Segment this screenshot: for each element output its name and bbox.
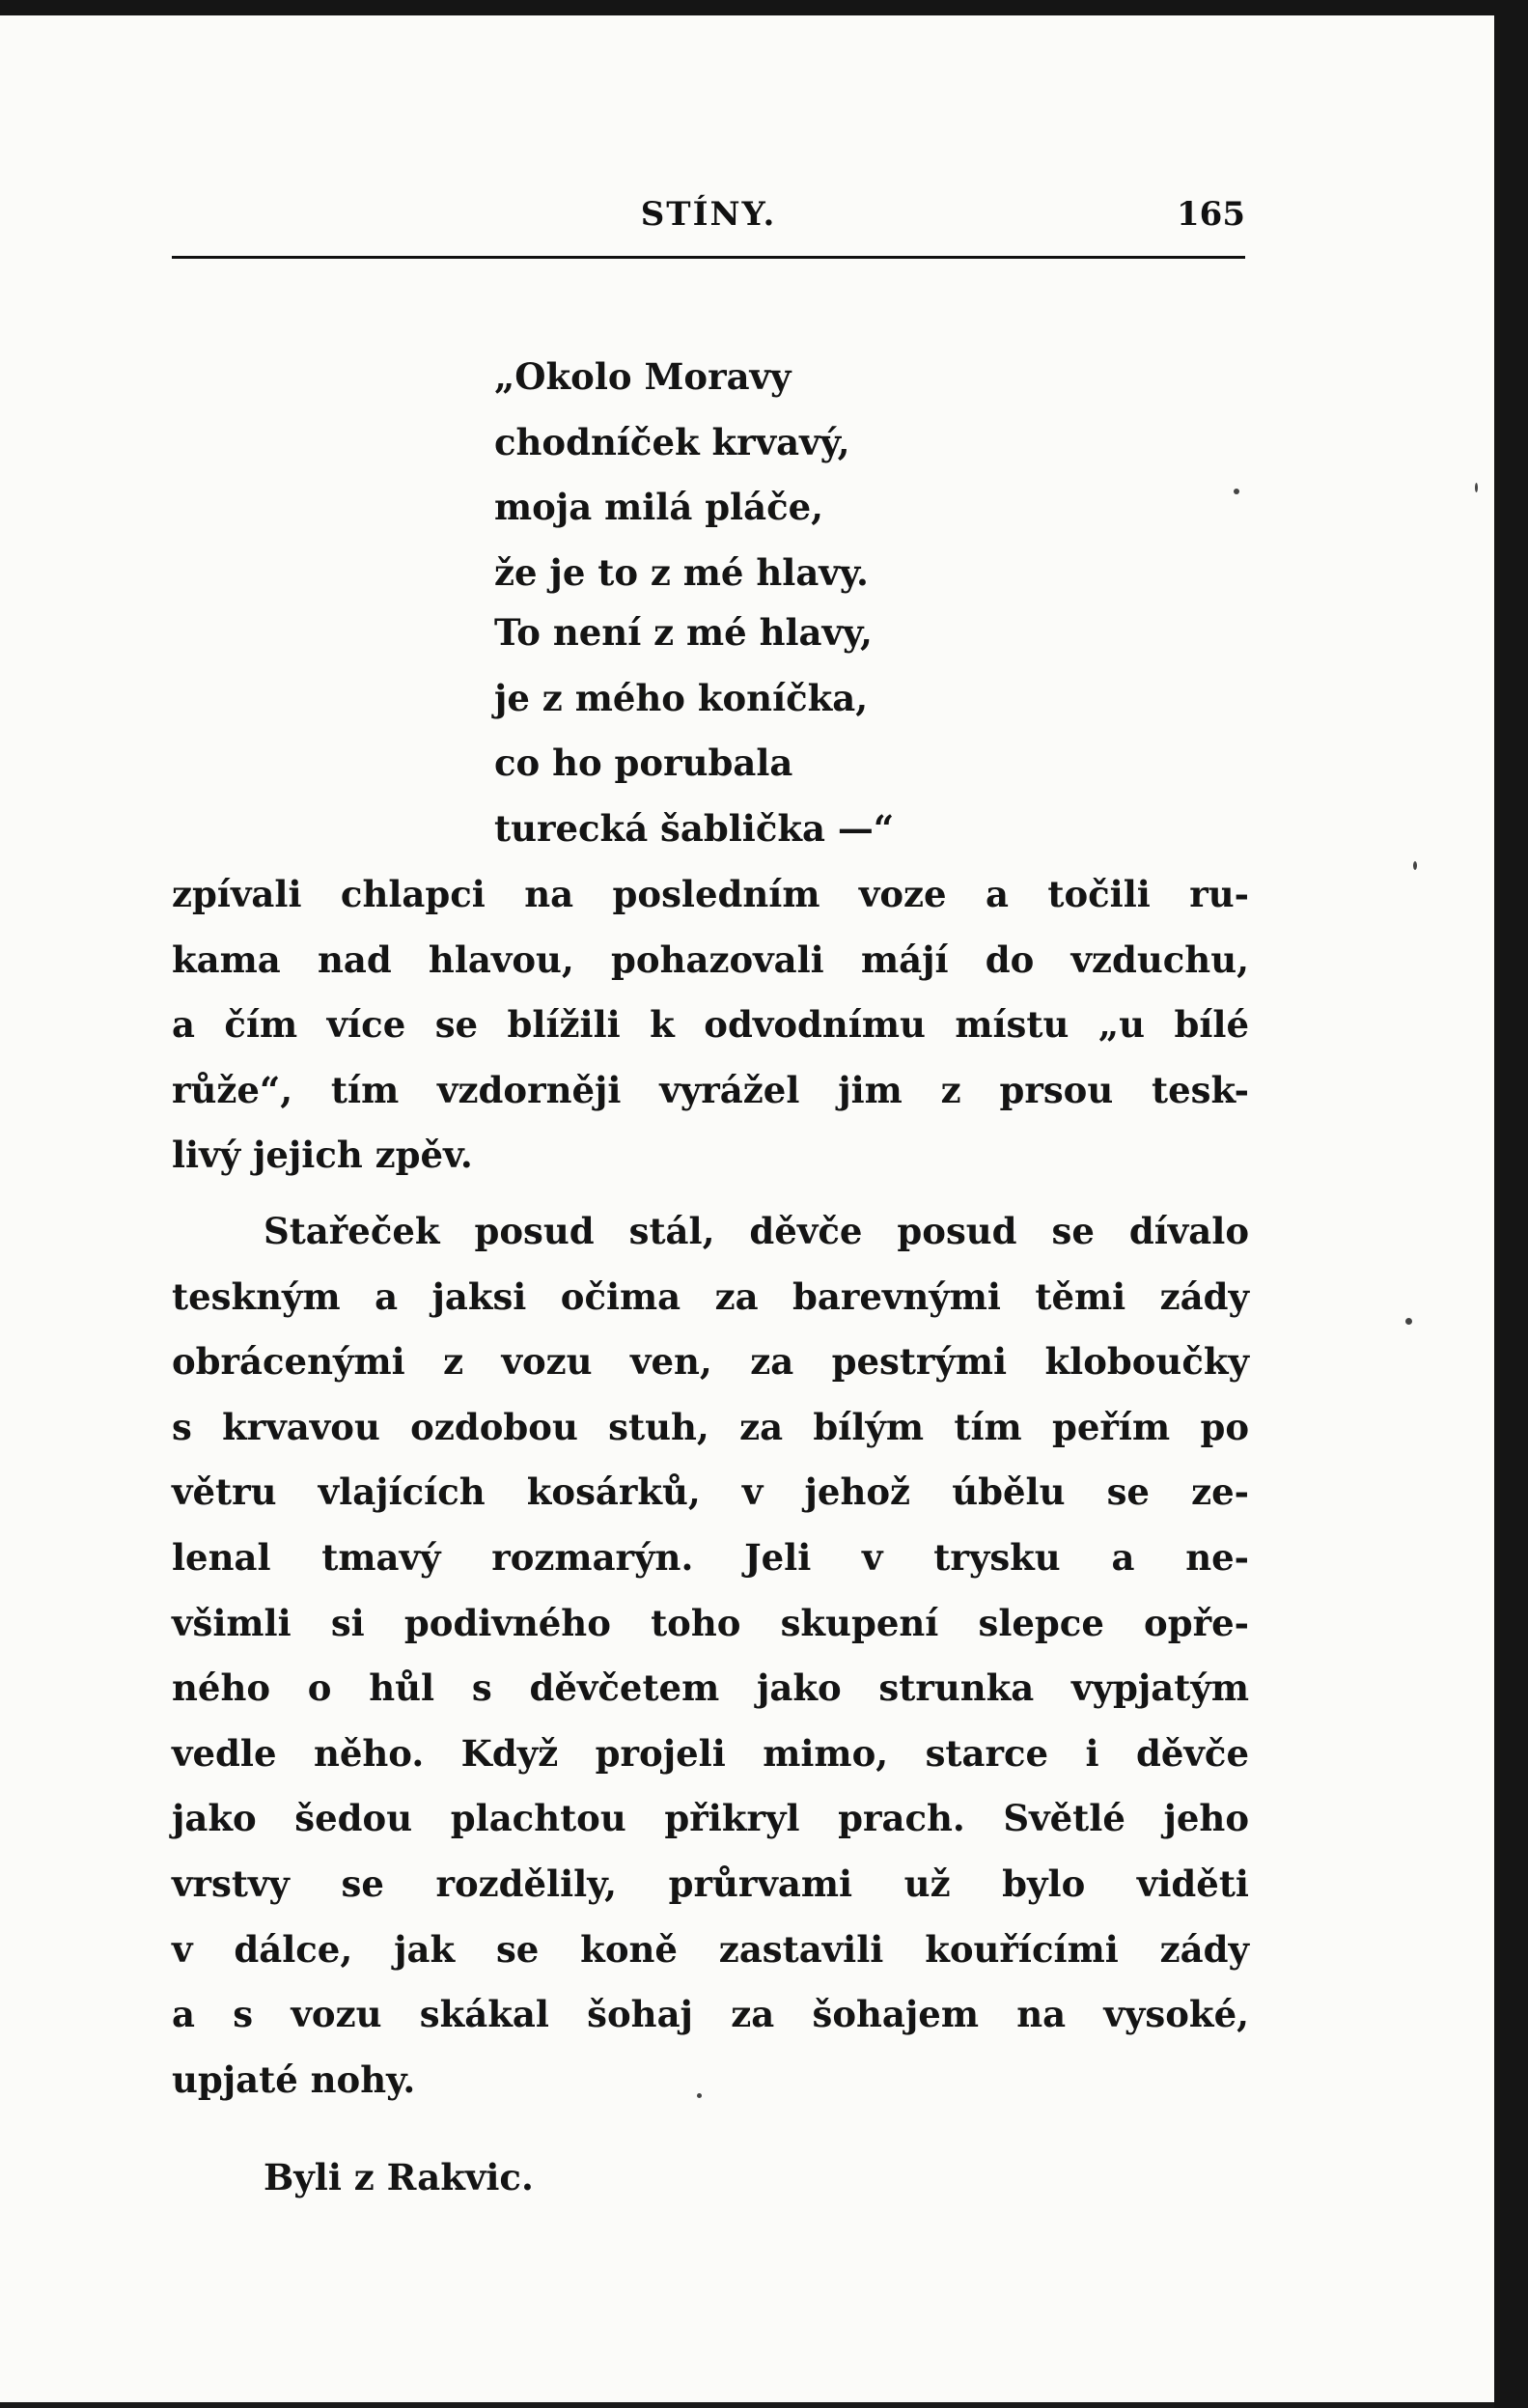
text-line: v dálce, jak se koně zastavili kouřícími zády — [172, 1927, 1249, 1971]
text-line: teskným a jaksi očima za barevnými těmi zády — [172, 1274, 1249, 1318]
page-number: 165 — [1177, 195, 1245, 234]
text-line: Byli z Rakvic. — [264, 2156, 534, 2198]
text-line: upjaté nohy. — [172, 2058, 416, 2101]
text-line: lenal tmavý rozmarýn. Jeli v trysku a ne- — [172, 1535, 1249, 1579]
verse-line: moja milá pláče, — [494, 486, 824, 528]
paragraph-3 — [172, 2145, 1249, 2211]
verse-stanza-1 — [494, 345, 1035, 605]
scan-speck — [697, 2093, 702, 2098]
paragraph-1 — [172, 862, 1249, 1189]
text-line: Stařeček posud stál, děvče posud se dívalo — [264, 1210, 1249, 1252]
scan-edge-top — [0, 0, 1528, 15]
text-line: kama nad hlavou, pohazovali májí do vzduchu, — [172, 938, 1249, 981]
verse-line: co ho porubala — [494, 742, 793, 784]
verse-line: je z mého koníčka, — [494, 676, 869, 719]
text-line: všimli si podivného toho skupení slepce opře- — [172, 1601, 1249, 1644]
verse-line: že je to z mé hlavy. — [494, 550, 869, 594]
text-line: s krvavou ozdobou stuh, za bílým tím peřím po — [172, 1405, 1249, 1448]
scan-speck — [1475, 483, 1478, 492]
page-header — [172, 195, 1245, 243]
header-rule — [172, 256, 1245, 259]
running-head: STÍNY. — [640, 195, 777, 234]
text-line: větru vlajících kosárků, v jehož úbělu se ze- — [172, 1470, 1249, 1514]
verse-line: „Okolo Moravy — [494, 355, 792, 398]
scan-speck — [1413, 861, 1417, 870]
verse-line: turecká šablička —“ — [494, 806, 895, 850]
text-line: růže“, tím vzdorněji vyrážel jim z prsou tesk- — [172, 1068, 1249, 1111]
text-line: ného o hůl s děvčetem jako strunka vypjatým — [172, 1666, 1249, 1710]
verse-line: chodníček krvavý, — [494, 420, 850, 463]
scan-edge-right — [1494, 0, 1528, 2408]
paragraph-2 — [172, 1199, 1249, 2113]
text-line: a čím více se blížili k odvodnímu místu „u bílé — [172, 1003, 1249, 1047]
text-line: jako šedou plachtou přikryl prach. Světlé jeho — [172, 1797, 1249, 1840]
text-line: vrstvy se rozdělily, průrvami už bylo viděti — [172, 1862, 1249, 1905]
verse-stanza-2 — [494, 601, 1035, 861]
scan-speck — [1234, 489, 1239, 494]
verse-line: To není z mé hlavy, — [494, 611, 873, 654]
text-line: livý jejich zpěv. — [172, 1134, 473, 1177]
text-line: obrácenými z vozu ven, za pestrými kloboučky — [172, 1340, 1249, 1384]
text-line: vedle něho. Když projeli mimo, starce i děvče — [172, 1731, 1249, 1775]
scan-speck — [1405, 1318, 1412, 1325]
text-line: zpívali chlapci na posledním voze a točili ru- — [172, 873, 1249, 915]
text-line: a s vozu skákal šohaj za šohajem na vysoké, — [172, 1993, 1249, 2036]
